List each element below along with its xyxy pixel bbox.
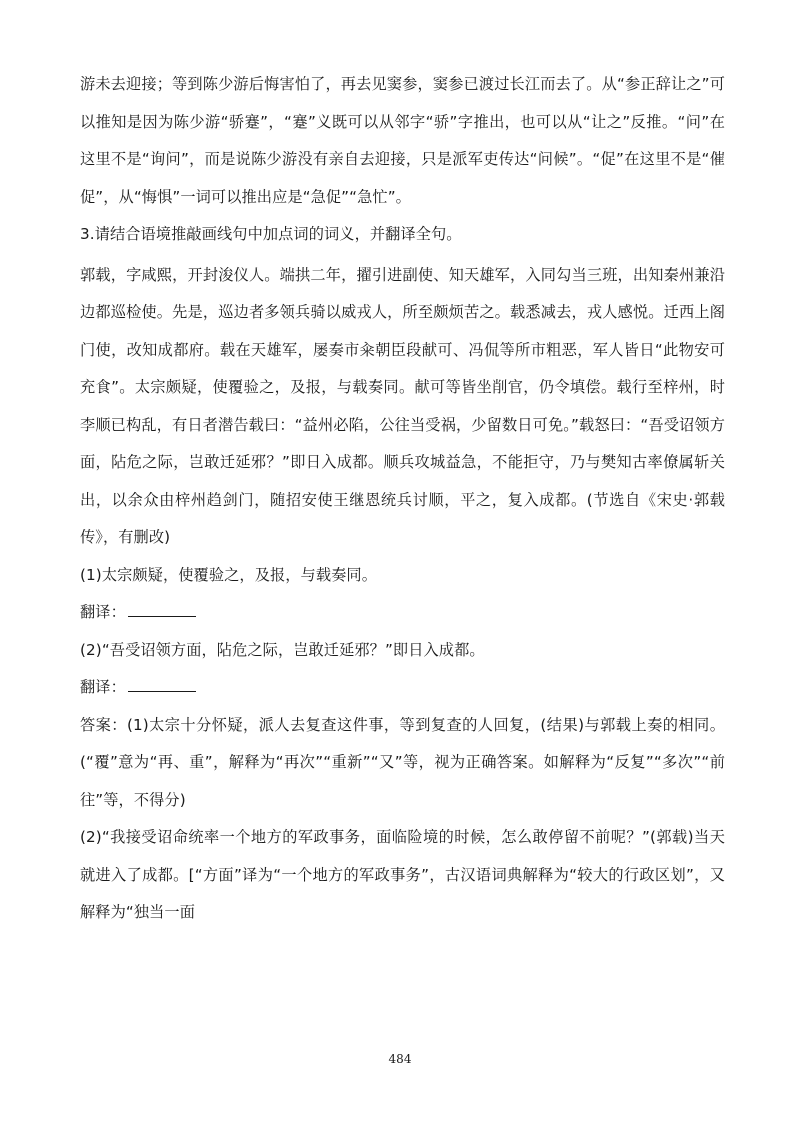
body-text <box>80 66 725 932</box>
question-heading: 3.请结合语境推敲画线句中加点词的词义，并翻译全句。 <box>80 225 462 243</box>
translation-label: 翻译： <box>80 603 126 621</box>
translation-label: 翻译： <box>80 678 126 696</box>
page-number: 484 <box>388 1052 412 1066</box>
answer-paragraph-1: 答案：(1)太宗十分怀疑，派人去复查这件事，等到复查的人回复，(结果)与郭载上奏的相同。(“覆”意为“再、重”，解释为“再次”“重新”“又”等，视为正确答案。如解释为“反复”“多次”“前往”等，不得分) <box>80 715 725 809</box>
answer-paragraph-2: (2)“我接受诏命统率一个地方的军政事务，面临险境的时候，怎么敢停留不前呢？”(郭载)当天就进入了成都。[“方面”译为“一个地方的军政事务”，古汉语词典解释为“较大的行政区划”，又解释为“独当一面 <box>80 828 725 921</box>
translation-line-1 <box>80 594 725 632</box>
paragraph-explanation: 游未去迎接；等到陈少游后悔害怕了，再去见窦参，窦参已渡过长江而去了。从“参正辞让之”可以推知是因为陈少游“骄蹇”，“蹇”义既可以从邻字“骄”字推出，也可以从“让之”反推。“问”在这里不是“询问”，而是说陈少游没有亲自去迎接，只是派军吏传达“问候”。“促”在这里不是“催促”，从“悔惧”一词可以推出应是“急促”“急忙”。 <box>80 75 725 206</box>
sub-question-2: (2)“吾受诏领方面，阽危之际，岂敢迁延邪？”即日入成都。 <box>80 640 485 659</box>
translation-line-2 <box>80 669 725 707</box>
sub-question-1: (1)太宗颇疑，使覆验之，及报，与载奏同。 <box>80 565 377 584</box>
answer-blank <box>128 675 196 692</box>
answer-blank <box>128 600 196 617</box>
passage-text: 郭载，字咸熙，开封浚仪人。端拱二年，擢引进副使、知天雄军，入同勾当三班，出知秦州兼沿边都巡检使。先是，巡边者多领兵骑以威戎人，所至颇烦苦之。载悉减去，戎人感悦。迁西上阁门使，改知成都府。载在天雄军，屡奏市籴朝臣段献可、冯侃等所市粗恶，军人皆日“此物安可充食”。太宗颇疑，使覆验之，及报，与载奏同。献可等皆坐削官，仍令填偿。载行至梓州，时李顺已构乱，有日者潜告载曰：“益州必陷，公往当受祸，少留数日可免。”载怒曰：“吾受诏领方面，阽危之际，岂敢迁延邪？”即日入成都。顺兵攻城益急，不能拒守，乃与樊知古率僚属斩关出，以余众由梓州趋剑门，随招安使王继恩统兵讨顺，平之，复入成都。(节选自《宋史·郭载传》，有删改) <box>80 265 725 546</box>
